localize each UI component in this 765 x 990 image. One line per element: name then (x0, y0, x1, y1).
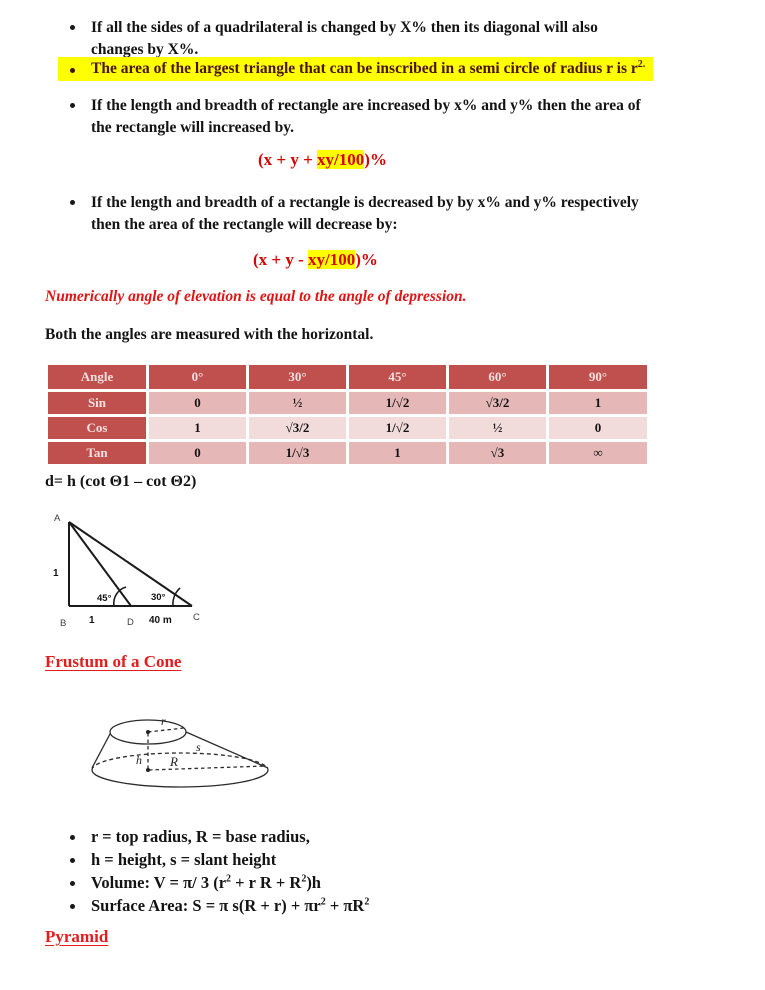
distance-formula: d= h (cot Θ1 – cot Θ2) (45, 473, 197, 490)
superscript: 2 (301, 873, 307, 885)
bullet-dot (70, 835, 75, 840)
decrease-formula (253, 250, 378, 270)
bullet-semicircle-triangle-highlighted (58, 57, 653, 81)
frustum-bottom-front-edge (92, 770, 268, 787)
table-cell: 1/√2 (349, 417, 446, 439)
table-cell: 1 (149, 417, 246, 439)
bullet-line: If the length and breadth of rectangle are increased by x% and y% then the area of (91, 97, 641, 114)
surface-area-formula (91, 895, 369, 917)
height-label: h (136, 753, 142, 767)
table-cell: ½ (449, 417, 546, 439)
bullet-dot (70, 904, 75, 909)
row-label: Tan (48, 442, 146, 464)
list-item-heights (58, 849, 708, 872)
list-item-surface-area (58, 895, 708, 918)
row-label: Cos (48, 417, 146, 439)
formula-part: Volume: V = π/ 3 (r (91, 873, 227, 892)
vertex-label-a: A (54, 513, 61, 524)
formula-part: (x + y - (253, 250, 309, 269)
vertex-label-d: D (127, 617, 134, 628)
table-cell: √3 (449, 442, 546, 464)
formula-part: + r R + R (231, 873, 302, 892)
superscript: 2 (364, 896, 370, 908)
rule-text: The area of the largest triangle that can be inscribed in a semi circle of radius r is r (91, 60, 638, 77)
highlighted-rule-text (91, 59, 645, 78)
column-header: 45° (349, 365, 446, 389)
vertex-label-c: C (193, 612, 200, 623)
triangle-line-ac (69, 522, 192, 606)
frustum-diagram (70, 698, 295, 808)
base-segment-label-40m: 40 m (149, 615, 172, 626)
table-cell: ½ (249, 392, 346, 414)
list-item-radii (58, 826, 708, 849)
table-cell: √3/2 (449, 392, 546, 414)
side-label-1: 1 (53, 568, 59, 579)
column-header: 0° (149, 365, 246, 389)
table-cell: 1/√2 (349, 392, 446, 414)
elevation-depression-note: Numerically angle of elevation is equal to the angle of depression. (45, 288, 467, 305)
table-cell: 1 (549, 392, 647, 414)
elevation-triangle-diagram (42, 508, 222, 640)
bullet-rectangle-decrease (58, 192, 738, 235)
bullet-line: the rectangle will increased by. (91, 118, 295, 136)
frustum-heading: Frustum of a Cone (45, 652, 182, 671)
formula-part: + πR (325, 896, 365, 915)
formula-part: )% (355, 250, 378, 269)
formula-part: )% (364, 150, 387, 169)
table-cell: 1/√3 (249, 442, 346, 464)
column-header: 90° (549, 365, 647, 389)
bullet-dot (70, 200, 75, 205)
table-cell: 1 (349, 442, 446, 464)
bullet-line: If all the sides of a quadrilateral is changed by X% then its diagonal will also (91, 19, 598, 36)
table-cell: √3/2 (249, 417, 346, 439)
top-radius-dashed-line (148, 728, 184, 732)
bullet-dot (70, 881, 75, 886)
table-cell: ∞ (549, 442, 647, 464)
bullet-quadrilateral-rule (58, 17, 738, 60)
bullet-line: changes by X%. (91, 40, 199, 58)
base-radius-label: R (170, 754, 178, 769)
pyramid-heading: Pyramid (45, 927, 109, 946)
table-cell: 0 (549, 417, 647, 439)
formula-highlighted-part: xy/100 (308, 250, 356, 269)
column-header: Angle (48, 365, 146, 389)
angle-label-30: 30° (151, 592, 166, 603)
row-label: Sin (48, 392, 146, 414)
bullet-dot (70, 858, 75, 863)
superscript: 2. (637, 58, 646, 70)
bullet-line: If the length and breadth of a rectangle is decreased by by x% and y% respectively (91, 194, 639, 211)
top-center-dot (146, 730, 150, 734)
superscript: 2 (226, 873, 232, 885)
horizontal-angles-note: Both the angles are measured with the horizontal. (45, 326, 374, 343)
top-radius-label: r (161, 714, 166, 728)
bottom-center-dot (146, 768, 150, 772)
volume-formula (91, 872, 321, 894)
superscript: 2 (320, 896, 326, 908)
formula-part: )h (306, 873, 321, 892)
column-header: 30° (249, 365, 346, 389)
column-header: 60° (449, 365, 546, 389)
formula-part: Surface Area: S = π s(R + r) + πr (91, 896, 321, 915)
frustum-left-slant (92, 734, 110, 768)
formula-part: (x + y + (258, 150, 318, 169)
bullet-rectangle-increase (58, 95, 738, 138)
frustum-properties-list (58, 826, 708, 918)
table-cell: 0 (149, 392, 246, 414)
trig-values-table (48, 365, 632, 464)
list-item-volume (58, 872, 708, 895)
angle-label-45: 45° (97, 593, 112, 604)
bullet-dot (70, 25, 75, 30)
base-radius-dashed-line (149, 766, 266, 770)
table-cell: 0 (149, 442, 246, 464)
base-segment-label-1: 1 (89, 615, 95, 626)
vertex-label-b: B (60, 618, 67, 629)
formula-highlighted-part: xy/100 (317, 150, 365, 169)
bullet-line: then the area of the rectangle will decrease by: (91, 215, 398, 233)
increase-formula (258, 150, 387, 170)
bullet-dot (70, 103, 75, 108)
list-item-text: r = top radius, R = base radius, (91, 827, 310, 846)
bullet-dot (70, 68, 75, 73)
slant-label: s (196, 740, 201, 754)
list-item-text: h = height, s = slant height (91, 850, 277, 869)
